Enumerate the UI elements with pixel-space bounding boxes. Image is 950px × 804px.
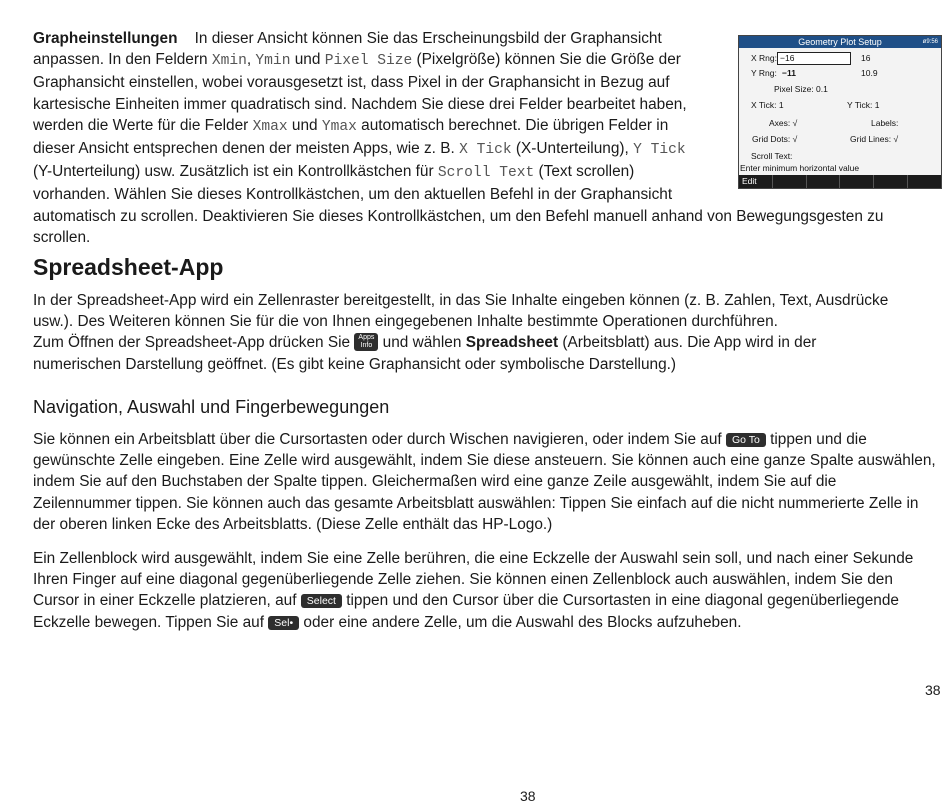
intro-text: (Y-Unterteilung) usw. Zusätzlich ist ein Kontrollkästchen für: [33, 163, 438, 181]
yrng-label: Y Rng:: [751, 68, 777, 78]
yrng-min[interactable]: −11: [782, 68, 796, 78]
nav-p2-text: Ein Zellenblock wird ausgewählt, indem Sie eine Zelle berühren, die eine Eckzelle der Auswahl sein soll, und nach einer Sekunde Ihren Finger auf eine diagonal gegenüberliegende Zelle ziehen. Sie können einen Zellenblock auch auswählen, indem Sie den Cursor in einer Eckzelle platzieren, auf: [33, 550, 914, 610]
section-title: Spreadsheet-App: [33, 254, 224, 280]
nav-p1-text: tippen und die gewünschte Zelle eingeben. Eine Zelle wird ausgewählt, indem Sie diese ansteuern. Sie können auch eine ganze Spalte auswählen, indem Sie auf den Buchstaben der Spalte tippen. Gleichermaßen wird eine ganze Zeile ausgewählt, indem Sie auf die Zeilennummer tippen. Sie können auch das gesamte Arbeitsblatt auswählen: Tippen Sie einfach auf die nicht nummerierte Zelle in der oberen linken Ecke des Arbeitsblatts. (Diese Zelle enthält das HP-Logo.): [33, 431, 936, 533]
info-key-label: Info: [360, 342, 373, 350]
spreadsheet-term: Spreadsheet: [465, 334, 559, 352]
intro-text: und: [287, 116, 322, 134]
page-number-right: 38: [925, 682, 941, 698]
code-pixel-size: Pixel Size: [324, 53, 413, 70]
code-ymax: Ymax: [321, 118, 357, 135]
calc-menu-slot[interactable]: [773, 175, 807, 188]
intro-text: automatisch berechnet. Die übrigen Felder in dieser Ansicht entsprechen denen der meisten Apps, wie z. B.: [33, 116, 669, 158]
calc-menu-bar: [739, 175, 941, 188]
code-xmax: Xmax: [252, 118, 288, 135]
pixel-size-field[interactable]: Pixel Size: 0.1: [774, 84, 828, 94]
scrolltext-checkbox[interactable]: Scroll Text:: [751, 151, 793, 161]
go-to-key: Go To: [726, 433, 766, 447]
nav-p1-text: Sie können ein Arbeitsblatt über die Cursortasten oder durch Wischen navigieren, oder indem Sie auf: [33, 431, 726, 448]
sel-key: Sel•: [268, 616, 299, 630]
intro-text: In dieser Ansicht können Sie das Erscheinungsbild der Graphansicht anpassen. In den Feldern: [33, 30, 662, 69]
calc-status: ø9:56: [922, 39, 938, 45]
calc-title-bar: [739, 36, 941, 48]
xrng-min-field[interactable]: [777, 52, 851, 65]
section-p1-text: In der Spreadsheet-App wird ein Zellenraster bereitgestellt, in das Sie Inhalte eingeben können (z. B. Zahlen, Text, Ausdrücke usw.). Des Weiteren können Sie für die von Ihnen eingegebenen Inhalte bestimmte Operationen durchführen.: [33, 292, 889, 331]
code-xmin: Xmin: [211, 53, 247, 70]
nav-title: Navigation, Auswahl und Fingerbewegungen: [33, 397, 390, 417]
intro-text: (Pixelgröße) können Sie die Größe der Graphansicht einstellen, wobei vorausgesetzt ist, dass Pixel in der Graphansicht in Bezug auf kartesische Einheiten immer quadratisch sind. Nachdem Sie diese drei Felder bearbeitet haben, werden die Werte für die Felder: [33, 51, 687, 134]
code-y-tick: Y Tick: [633, 142, 686, 159]
calc-title: Geometry Plot Setup: [798, 37, 882, 47]
nav-paragraph-1: [33, 429, 938, 535]
select-key: Select: [301, 594, 342, 608]
intro-text: ,: [246, 51, 256, 69]
section-p2-text: und wählen: [378, 334, 466, 352]
intro-text: (X-Unterteilung),: [511, 140, 634, 158]
section-p2-text: Zum Öffnen der Spreadsheet-App drücken Sie: [33, 334, 355, 352]
intro-heading: Grapheinstellungen: [33, 30, 178, 47]
labels-checkbox[interactable]: Labels:: [871, 118, 899, 128]
griddots-checkbox[interactable]: Grid Dots: √: [752, 134, 798, 144]
section-paragraph-1: [33, 290, 893, 375]
nav-p2-text: tippen und den Cursor über die Cursortasten in eine diagonal gegenüberliegende Eckzelle bewegen. Tippen Sie auf: [33, 592, 899, 631]
xtick-field[interactable]: X Tick: 1: [751, 100, 784, 110]
xrng-min-value: −16: [780, 53, 795, 63]
yrng-max[interactable]: 10.9: [861, 68, 878, 78]
nav-paragraph-2: [33, 548, 938, 633]
calc-menu-slot[interactable]: [840, 175, 874, 188]
calc-menu-slot[interactable]: [908, 175, 941, 188]
intro-text: (Text scrollen) vorhanden. Wählen Sie dieses Kontrollkästchen, um den aktuellen Befehl in der Graphansicht automatisch zu scrollen. Deaktivieren Sie dieses Kontrollkästchen, um den Befehl manuell anhand von Bewegungsgesten zu scrollen.: [33, 163, 884, 246]
nav-p2-text: oder eine andere Zelle, um die Auswahl des Blocks aufzuheben.: [299, 613, 742, 631]
apps-key-label: Apps: [358, 334, 375, 342]
calc-help-text: Enter minimum horizontal value: [740, 163, 860, 173]
axes-checkbox[interactable]: Axes: √: [769, 118, 798, 128]
calculator-screenshot: [738, 35, 942, 189]
intro-text: und: [290, 51, 325, 69]
code-x-tick: X Tick: [459, 142, 512, 159]
calc-menu-slot[interactable]: [807, 175, 841, 188]
calc-menu-slot[interactable]: [874, 175, 908, 188]
page-number-bottom: 38: [520, 788, 536, 804]
gridlines-checkbox[interactable]: Grid Lines: √: [850, 134, 899, 144]
xrng-label: X Rng:: [751, 53, 777, 63]
xrng-max: 16: [861, 53, 871, 63]
apps-key-icon: [354, 333, 378, 351]
code-scroll-text: Scroll Text: [437, 165, 535, 182]
code-ymin: Ymin: [255, 53, 291, 70]
calc-menu-edit[interactable]: Edit: [739, 175, 773, 188]
ytick-field[interactable]: Y Tick: 1: [847, 100, 880, 110]
section-p2-text: (Arbeitsblatt) aus. Die App wird in der numerischen Darstellung geöffnet. (Es gibt keine Graphansicht oder symbolische Darstellung.): [33, 334, 817, 373]
